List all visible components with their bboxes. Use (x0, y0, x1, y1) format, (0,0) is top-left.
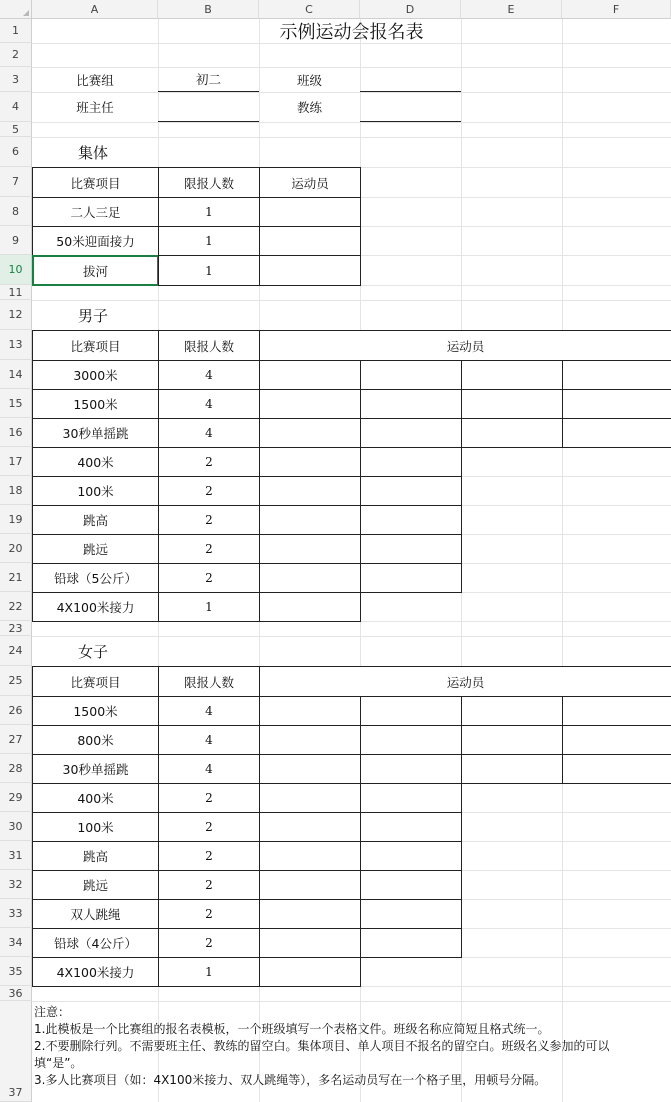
event-name[interactable]: 4X100米接力 (32, 957, 159, 987)
event-limit[interactable]: 2 (158, 899, 260, 929)
header-athletes: 运动员 (259, 330, 671, 361)
event-name[interactable]: 30秒单摇跳 (32, 418, 159, 448)
athlete-cell[interactable] (259, 360, 361, 390)
row-header-23[interactable]: 23 (0, 621, 32, 636)
row-header-3[interactable]: 3 (0, 67, 32, 92)
row-header-22[interactable]: 22 (0, 592, 32, 621)
athlete-cell[interactable] (259, 696, 361, 726)
event-name[interactable]: 3000米 (32, 360, 159, 390)
event-limit[interactable]: 2 (158, 447, 260, 477)
athlete-cell[interactable] (259, 563, 361, 593)
section-title-men: 男子 (78, 306, 109, 325)
row-header-36[interactable]: 36 (0, 986, 32, 1001)
athlete-cell[interactable] (360, 725, 462, 755)
event-limit[interactable]: 4 (158, 360, 260, 390)
athlete-cell[interactable] (360, 696, 462, 726)
gridline-v (562, 19, 563, 1102)
class-label: 班级 (296, 72, 322, 88)
row-header-28[interactable]: 28 (0, 754, 32, 783)
event-name[interactable]: 跳高 (32, 841, 159, 871)
event-limit[interactable]: 2 (158, 505, 260, 535)
athlete-cell[interactable] (461, 725, 563, 755)
event-limit[interactable]: 2 (158, 812, 260, 842)
event-limit[interactable]: 2 (158, 534, 260, 564)
coach-label: 教练 (296, 100, 322, 115)
row-header-9[interactable]: 9 (0, 226, 32, 255)
event-name[interactable]: 铅球（5公斤） (32, 563, 159, 593)
row-header-6[interactable]: 6 (0, 137, 32, 167)
event-name[interactable]: 二人三足 (32, 197, 159, 227)
column-header-a[interactable]: A (32, 0, 158, 19)
event-limit[interactable]: 1 (158, 197, 260, 227)
athlete-cell[interactable] (259, 725, 361, 755)
athlete-cell[interactable] (360, 389, 462, 419)
athlete-cell[interactable] (562, 754, 671, 784)
section-title-team: 集体 (78, 143, 109, 162)
athlete-cell[interactable] (360, 812, 462, 842)
event-limit[interactable]: 4 (158, 754, 260, 784)
event-limit[interactable]: 2 (158, 841, 260, 871)
row-header-18[interactable]: 18 (0, 476, 32, 505)
column-header-c[interactable]: C (259, 0, 360, 19)
athlete-cell[interactable] (259, 783, 361, 813)
event-limit[interactable]: 2 (158, 870, 260, 900)
event-limit[interactable]: 1 (158, 957, 260, 987)
event-name[interactable]: 双人跳绳 (32, 899, 159, 929)
event-limit[interactable]: 4 (158, 418, 260, 448)
select-all-corner[interactable] (0, 0, 32, 19)
row-header-32[interactable]: 32 (0, 870, 32, 899)
note-line-2: 2.不要删除行列。不需要班主任、教练的留空白。集体项目、单人项目不报名的留空白。班级名义参加的可以 (34, 1039, 610, 1053)
sheet-title: 示例运动会报名表 (279, 22, 424, 43)
row-header-2[interactable]: 2 (0, 43, 32, 67)
event-name[interactable]: 400米 (32, 783, 159, 813)
event-name[interactable]: 1500米 (32, 389, 159, 419)
event-limit[interactable]: 4 (158, 389, 260, 419)
athlete-cell[interactable] (461, 360, 563, 390)
row-header-30[interactable]: 30 (0, 812, 32, 841)
athlete-cell[interactable] (461, 754, 563, 784)
event-limit[interactable]: 1 (158, 226, 260, 256)
row-header-8[interactable]: 8 (0, 197, 32, 226)
athlete-cell[interactable] (259, 226, 361, 256)
row-header-27[interactable]: 27 (0, 725, 32, 754)
athlete-cell[interactable] (360, 841, 462, 871)
header-event: 比赛项目 (32, 666, 159, 697)
event-name[interactable]: 50米迎面接力 (32, 226, 159, 256)
athlete-cell[interactable] (259, 534, 361, 564)
column-header-b[interactable]: B (158, 0, 259, 19)
athlete-cell[interactable] (461, 696, 563, 726)
teacher-label: 班主任 (76, 100, 114, 115)
row-header-1[interactable]: 1 (0, 19, 32, 43)
note-line-2-cont: 填“是”。 (34, 1056, 83, 1070)
athlete-cell[interactable] (562, 418, 671, 448)
event-name[interactable]: 跳高 (32, 505, 159, 535)
athlete-cell[interactable] (360, 534, 462, 564)
row-header-34[interactable]: 34 (0, 928, 32, 957)
row-header-12[interactable]: 12 (0, 300, 32, 330)
event-name[interactable]: 30秒单摇跳 (32, 754, 159, 784)
header-limit: 限报人数 (158, 666, 260, 697)
row-header-16[interactable]: 16 (0, 418, 32, 447)
athlete-cell[interactable] (360, 563, 462, 593)
row-header-29[interactable]: 29 (0, 783, 32, 812)
event-limit[interactable]: 1 (158, 255, 260, 286)
header-athletes: 运动员 (259, 666, 671, 697)
column-header-e[interactable]: E (461, 0, 562, 19)
gridline-h (32, 122, 671, 123)
athlete-cell[interactable] (259, 754, 361, 784)
athlete-cell[interactable] (259, 899, 361, 929)
athlete-cell[interactable] (259, 870, 361, 900)
athlete-cell[interactable] (360, 505, 462, 535)
teacher-value-input[interactable] (158, 92, 259, 122)
event-name[interactable]: 1500米 (32, 696, 159, 726)
event-limit[interactable]: 2 (158, 783, 260, 813)
gridline-h (32, 1001, 671, 1002)
athlete-cell[interactable] (461, 389, 563, 419)
athlete-cell[interactable] (259, 447, 361, 477)
event-limit[interactable]: 1 (158, 592, 260, 622)
athlete-cell[interactable] (360, 360, 462, 390)
athlete-cell[interactable] (360, 447, 462, 477)
column-header-f[interactable]: F (562, 0, 671, 19)
event-name[interactable]: 100米 (32, 476, 159, 506)
header-limit: 限报人数 (158, 330, 260, 361)
athlete-cell[interactable] (360, 754, 462, 784)
athlete-cell[interactable] (360, 899, 462, 929)
athlete-cell[interactable] (259, 255, 361, 286)
row-header-24[interactable]: 24 (0, 636, 32, 666)
event-name[interactable]: 400米 (32, 447, 159, 477)
row-header-26[interactable]: 26 (0, 696, 32, 725)
athlete-cell[interactable] (360, 870, 462, 900)
row-header-17[interactable]: 17 (0, 447, 32, 476)
athlete-cell[interactable] (259, 841, 361, 871)
header-event: 比赛项目 (32, 330, 159, 361)
row-header-14[interactable]: 14 (0, 360, 32, 389)
event-limit[interactable]: 2 (158, 476, 260, 506)
athlete-cell[interactable] (259, 476, 361, 506)
row-header-7[interactable]: 7 (0, 167, 32, 197)
athlete-cell[interactable] (259, 418, 361, 448)
header-event: 比赛项目 (32, 167, 159, 198)
column-header-d[interactable]: D (360, 0, 461, 19)
group-label: 比赛组 (76, 72, 114, 88)
event-name[interactable]: 铅球（4公斤） (32, 928, 159, 958)
coach-value-input[interactable] (360, 92, 461, 122)
athlete-cell[interactable] (259, 812, 361, 842)
event-name[interactable]: 拔河 (32, 255, 159, 286)
event-limit[interactable]: 2 (158, 563, 260, 593)
row-header-20[interactable]: 20 (0, 534, 32, 563)
section-title-women: 女子 (78, 642, 109, 661)
athlete-cell[interactable] (562, 725, 671, 755)
row-header-10[interactable]: 10 (0, 255, 32, 285)
row-header-25[interactable]: 25 (0, 666, 32, 696)
row-header-37[interactable]: 37 (0, 1001, 32, 1102)
athlete-cell[interactable] (562, 389, 671, 419)
class-value-input[interactable] (360, 67, 461, 92)
athlete-cell[interactable] (360, 928, 462, 958)
row-header-19[interactable]: 19 (0, 505, 32, 534)
athlete-cell[interactable] (259, 928, 361, 958)
header-limit: 限报人数 (158, 167, 260, 198)
row-header-4[interactable]: 4 (0, 92, 32, 122)
group-value[interactable]: 初二 (158, 67, 259, 92)
athlete-cell[interactable] (360, 418, 462, 448)
athlete-cell[interactable] (360, 783, 462, 813)
event-name[interactable]: 100米 (32, 812, 159, 842)
row-header-31[interactable]: 31 (0, 841, 32, 870)
event-name[interactable]: 跳远 (32, 870, 159, 900)
event-name[interactable]: 4X100米接力 (32, 592, 159, 622)
event-name[interactable]: 跳远 (32, 534, 159, 564)
header-athletes: 运动员 (259, 167, 361, 198)
row-header-15[interactable]: 15 (0, 389, 32, 418)
row-header-13[interactable]: 13 (0, 330, 32, 360)
row-header-11[interactable]: 11 (0, 285, 32, 300)
athlete-cell[interactable] (259, 957, 361, 987)
event-name[interactable]: 800米 (32, 725, 159, 755)
event-limit[interactable]: 4 (158, 725, 260, 755)
row-header-5[interactable]: 5 (0, 122, 32, 137)
row-header-35[interactable]: 35 (0, 957, 32, 986)
event-limit[interactable]: 4 (158, 696, 260, 726)
event-limit[interactable]: 2 (158, 928, 260, 958)
notes-heading: 注意： (34, 1005, 71, 1019)
row-header-21[interactable]: 21 (0, 563, 32, 592)
athlete-cell[interactable] (259, 505, 361, 535)
athlete-cell[interactable] (259, 197, 361, 227)
note-line-3: 3.多人比赛项目（如：4X100米接力、双人跳绳等），多名运动员写在一个格子里，用顿号分隔。 (34, 1073, 547, 1087)
athlete-cell[interactable] (461, 418, 563, 448)
athlete-cell[interactable] (360, 476, 462, 506)
note-line-1: 1.此模板是一个比赛组的报名表模板，一个班级填写一个表格文件。班级名称应简短且格式统一。 (34, 1022, 550, 1036)
athlete-cell[interactable] (259, 592, 361, 622)
row-header-33[interactable]: 33 (0, 899, 32, 928)
athlete-cell[interactable] (562, 360, 671, 390)
athlete-cell[interactable] (259, 389, 361, 419)
athlete-cell[interactable] (562, 696, 671, 726)
